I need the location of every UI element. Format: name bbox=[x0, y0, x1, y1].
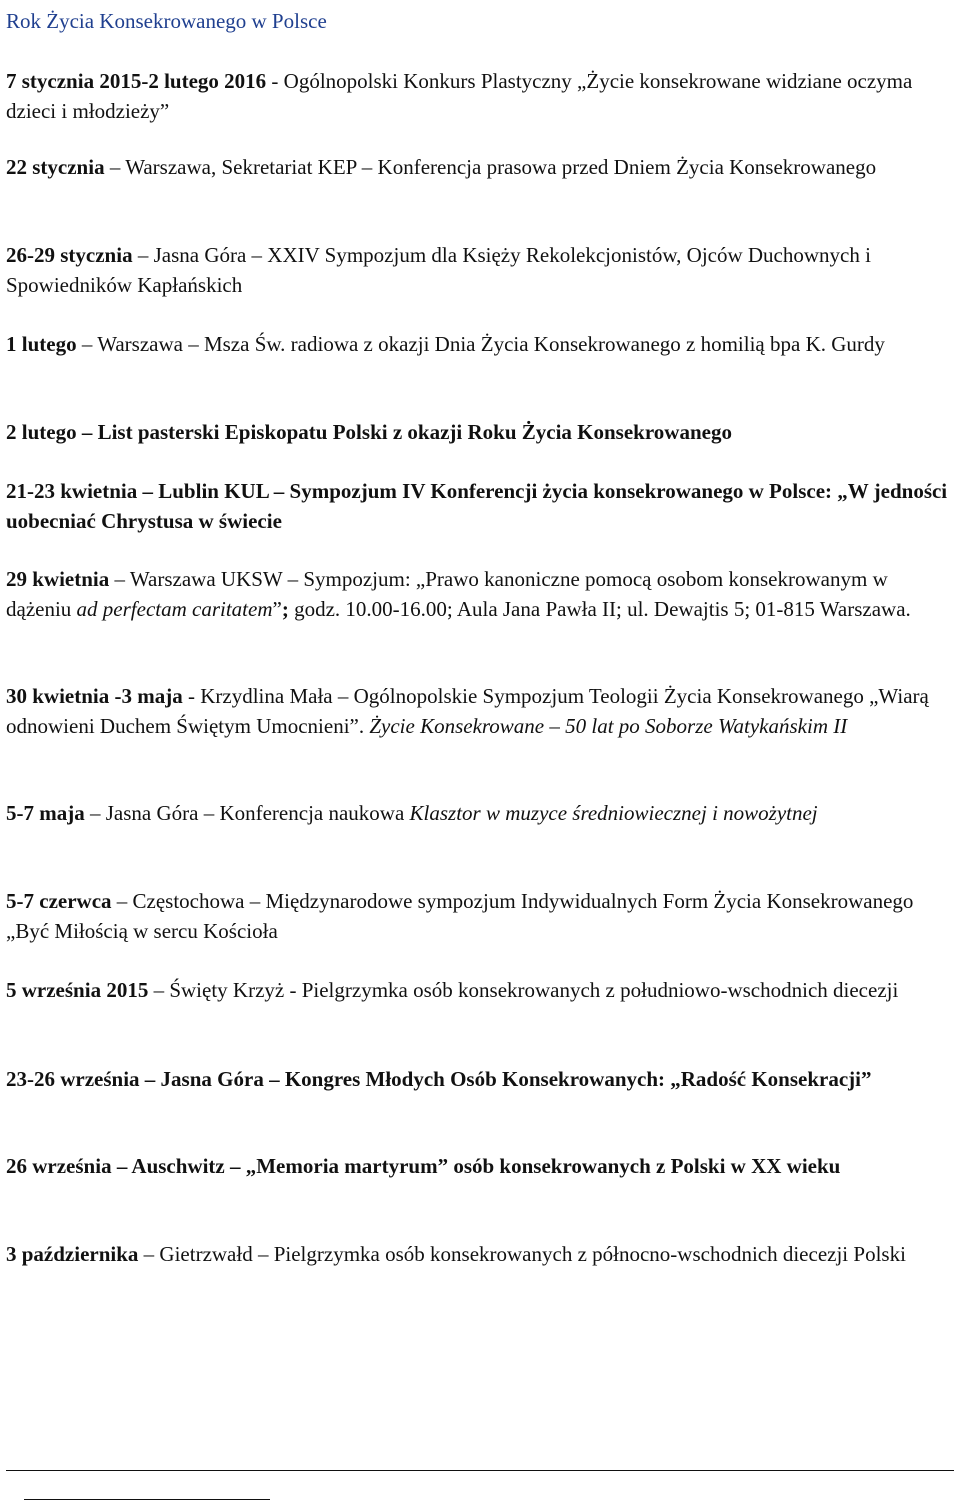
event-date-text: 7 stycznia 2015-2 lutego 2016 bbox=[6, 69, 267, 93]
event-date-text: 1 lutego bbox=[6, 332, 77, 356]
event-text: godz. 10.00-16.00; Aula Jana Pawła II; ul. Dewajtis 5; 01-815 Warszawa. bbox=[288, 596, 911, 621]
event-text: – Warszawa UKSW – Sympozjum: „Prawo kanoniczne pomocą osobom konsekrowanym w dążeniu bbox=[6, 567, 888, 621]
event-date-text: 3 października bbox=[6, 1242, 139, 1266]
event-text: – Warszawa – Msza Św. radiowa z okazji Dnia Życia Konsekrowanego z homilią bpa K. Gurdy bbox=[76, 332, 885, 356]
event-text: – Warszawa, Sekretariat KEP – Konferencja prasowa przed Dniem Życia Konsekrowanego bbox=[104, 155, 877, 179]
event-date-text: 29 kwietnia bbox=[6, 567, 110, 591]
event-text: - Ogólnopolski Konkurs Plastyczny „Życie konsekrowane widziane oczyma dzieci i młodzieży” bbox=[6, 69, 913, 123]
event-entry bbox=[6, 887, 951, 946]
event-entry bbox=[6, 976, 951, 1006]
event-entry bbox=[6, 153, 951, 183]
event-date-text: 26 września – Auschwitz – „Memoria martyrum” osób konsekrowanych z Polski w XX wieku bbox=[6, 1154, 841, 1178]
event-text: ” bbox=[272, 596, 282, 621]
event-date-text: 26-29 stycznia bbox=[6, 243, 133, 267]
event-text: – Gietrzwałd – Pielgrzymka osób konsekrowanych z północno-wschodnich diecezji Polski bbox=[138, 1242, 906, 1266]
event-entry bbox=[6, 1152, 951, 1182]
event-date-text: 30 kwietnia -3 maja bbox=[6, 684, 183, 708]
event-text: – Jasna Góra – Konferencja naukowa bbox=[84, 801, 410, 825]
event-date-text: 5-7 maja bbox=[6, 801, 85, 825]
event-date-text: 23-26 września – Jasna Góra – Kongres Młodych Osób Konsekrowanych: „Radość Konsekracji” bbox=[6, 1067, 872, 1091]
event-date-text: 22 stycznia bbox=[6, 155, 105, 179]
event-date-text: 21-23 kwietnia – Lublin KUL – Sympozjum IV Konferencji życia konsekrowanego w Polsce: „W jedności uobecniać Chrystusa w świecie bbox=[6, 479, 948, 533]
event-date-text: 5-7 czerwca bbox=[6, 889, 112, 913]
page-title: Rok Życia Konsekrowanego w Polsce bbox=[6, 9, 327, 33]
event-entry bbox=[6, 330, 951, 360]
event-entry bbox=[6, 799, 951, 829]
event-text: – Święty Krzyż - Pielgrzymka osób konsekrowanych z południowo-wschodnich diecezji bbox=[148, 978, 899, 1002]
event-text: - Krzydlina Mała – Ogólnopolskie Sympozjum Teologii Życia Konsekrowanego „Wiarą odnowieni Duchem Świętym Umocnieni”. bbox=[6, 684, 929, 738]
event-date-text: ; bbox=[281, 596, 289, 621]
event-italic-text: Klasztor w muzyce średniowiecznej i nowożytnej bbox=[409, 801, 818, 825]
event-text: – Częstochowa – Międzynarodowe sympozjum Indywidualnych Form Życia Konsekrowanego „Być Miłością w sercu Kościoła bbox=[6, 889, 914, 943]
event-text: – Jasna Góra – XXIV Sympozjum dla Księży Rekolekcjonistów, Ojców Duchownych i Spowiedników Kapłańskich bbox=[6, 243, 871, 297]
event-entry bbox=[6, 1065, 951, 1095]
event-entry bbox=[6, 67, 951, 126]
event-entry bbox=[6, 1240, 951, 1270]
event-entry bbox=[6, 477, 951, 536]
event-entry bbox=[6, 418, 951, 448]
event-entry bbox=[6, 565, 951, 624]
event-date-text: 2 lutego – List pasterski Episkopatu Polski z okazji Roku Życia Konsekrowanego bbox=[6, 420, 732, 444]
event-italic-text: ad perfectam caritatem bbox=[76, 596, 273, 621]
event-entry bbox=[6, 682, 951, 741]
footnote-short-line bbox=[24, 1499, 270, 1500]
footnote-separator-line bbox=[6, 1470, 954, 1471]
event-italic-text: Życie Konsekrowane – 50 lat po Soborze Watykańskim II bbox=[369, 713, 848, 738]
event-entry bbox=[6, 241, 951, 300]
event-date-text: 5 września 2015 bbox=[6, 978, 149, 1002]
